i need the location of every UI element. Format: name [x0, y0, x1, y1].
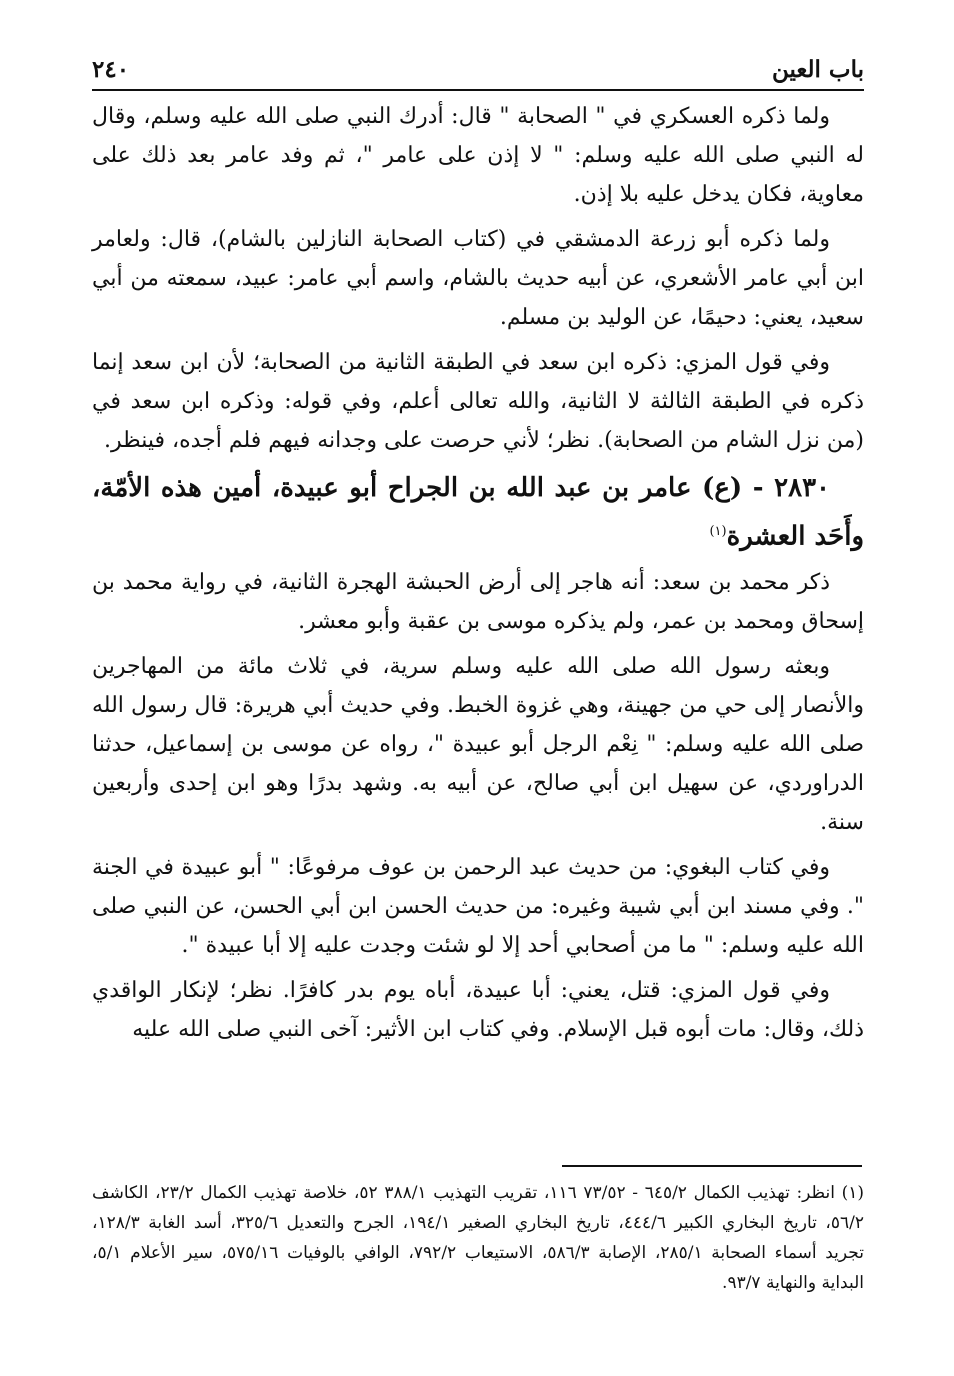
paragraph: وفي قول المزي: ذكره ابن سعد في الطبقة الثانية من الصحابة؛ لأن ابن سعد إنما ذكره في الطبقة الثالثة لا الثانية، والله تعالى أعلم، وفي قوله: وذكره ابن سعد في (من نزل الشام من الصحابة). نظر؛ لأني حرصت على وجدانه فيهم فلم أجده، فينظر.	[92, 350, 864, 453]
entry-paragraph: ذكر محمد بن سعد: أنه هاجر إلى أرض الحبشة الهجرة الثانية، في رواية محمد بن إسحاق ومحمد بن عمر، ولم يذكره موسى بن عقبة وأبو معشر.	[92, 569, 864, 634]
entry-paragraph: وبعثه رسول الله صلى الله عليه وسلم سرية، في ثلاث مائة من المهاجرين والأنصار إلى حي من جهينة، وهي غزوة الخبط. وفي حديث أبي هريرة: قال رسول الله صلى الله عليه وسلم: " نِعْم الرجل أبو عبيدة "، رواه عن موسى بن إسماعيل، حدثنا الدراوردي، عن سهيل ابن أبي صالح، عن أبيه به. وشهد بدرًا وهو ابن إحدى وأربعين سنة.	[92, 653, 864, 835]
body-text	[92, 97, 864, 1049]
footnote-divider	[562, 1165, 862, 1167]
entry-paragraph: وفي كتاب البغوي: من حديث عبد الرحمن بن عوف مرفوعًا: " أبو عبيدة في الجنة ". وفي مسند ابن أبي شيبة وغيره: من حديث الحسن ابن أبي الحسن، عن النبي صلى الله عليه وسلم: " ما من أصحابي أحد إلا لو شئت وجدت عليه إلا أبا عبيدة ".	[92, 854, 864, 958]
entry-heading-text: ٢٨٣٠ - (ع) عامر بن عبد الله بن الجراح أبو عبيدة، أمين هذه الأمّة، وأَحَد العشرة	[92, 473, 864, 552]
footnotes	[92, 1178, 864, 1298]
entry-paragraph: وفي قول المزي: قتل، يعني: أبا عبيدة، أباه يوم بدر كافرًا. نظر؛ لإنكار الواقدي ذلك، وقال: مات أبوه قبل الإسلام. وفي كتاب ابن الأثير: آخى النبي صلى الله عليه	[92, 977, 864, 1042]
entry-heading	[92, 466, 864, 559]
footnote: (١) انظر: تهذيب الكمال ٦٤٥/٢ - ٧٣/٥٢ ١١٦، تقريب التهذيب ٣٨٨/١ ٥٢، خلاصة تهذيب الكمال ٢٣/٢، الكاشف ٥٦/٢، تاريخ البخاري الكبير ٤٤٤/٦، تاريخ البخاري الصغير ١٩٤/١، الجرح والتعديل ٣٢٥/٦، أسد الغابة ١٢٨/٣، تجريد أسماء الصحابة ٢٨٥/١، الإصابة ٥٨٦/٣، الاستيعاب ٧٩٢/٢، الوافي بالوفيات ٥٧٥/١٦، سير الأعلام ٥/١، البداية والنهاية ٩٣/٧.	[92, 1183, 865, 1293]
page-content	[92, 56, 864, 1055]
running-header	[92, 56, 864, 91]
footnote-marker[interactable]: (١)	[709, 524, 727, 539]
chapter-title: باب العين	[771, 56, 864, 83]
page-number: ٢٤٠	[92, 56, 130, 83]
paragraph: ولما ذكره أبو زرعة الدمشقي في (كتاب الصحابة النازلين بالشام)، قال: ولعامر ابن أبي عامر الأشعري، عن أبيه حديث بالشام، واسم أبي عامر: عبيد، سمعته من أبي سعيد، يعني: دحيمًا، عن الوليد بن مسلم.	[92, 227, 864, 330]
paragraph: ولما ذكره العسكري في " الصحابة " قال: أدرك النبي صلى الله عليه وسلم، وقال له النبي صلى الله عليه وسلم: " لا إذن على عامر "، ثم وفد عامر بعد ذلك على معاوية، فكان يدخل عليه بلا إذن.	[92, 104, 864, 207]
